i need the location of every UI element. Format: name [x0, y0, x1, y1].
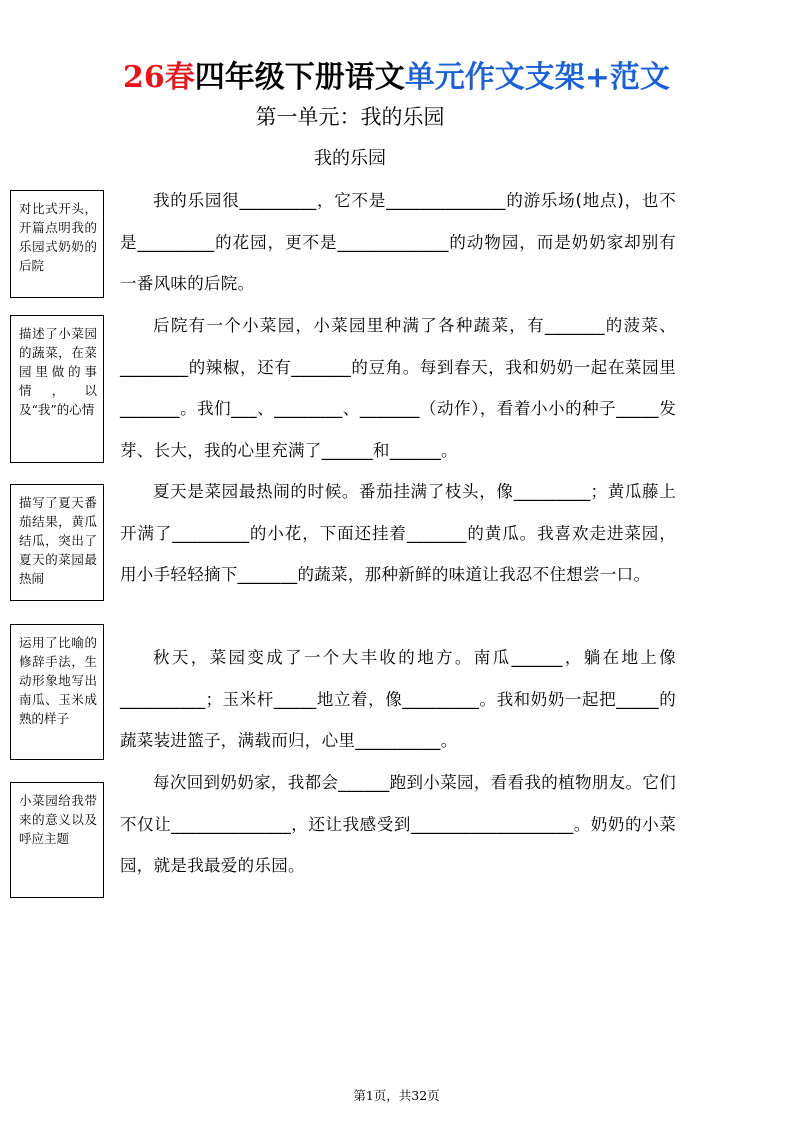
annotation-box-5: 小菜园给我带来的意义以及呼应主题 — [10, 782, 104, 898]
title-part-red: 26春 — [123, 60, 195, 95]
paragraph-3: 夏天是菜园最热闹的时候。番茄挂满了枝头，像_________；黄瓜藤上开满了_________的小花，下面还挂着_______的黄瓜。我喜欢走进菜园，用小手轻轻摘下_______的蔬菜，那种新鲜的味道让我忍不住想尝一口。 — [120, 482, 676, 584]
annotation-box-2: 描述了小菜园的蔬菜，在菜园里做的事情，以及“我”的心情 — [10, 315, 104, 463]
essay-title: 我的乐园 — [314, 148, 386, 169]
paragraph-1: 我的乐园很_________，它不是______________的游乐场(地点)，也不是_________的花园，更不是_____________的动物园，而是奶奶家却别有一番风味的后院。 — [120, 191, 676, 293]
page-footer: 第1页，共32页 — [353, 1088, 440, 1103]
paragraph-5: 每次回到奶奶家，我都会______跑到小菜园，看看我的植物朋友。它们不仅让______________，还让我感受到___________________。奶奶的小菜园，就是我最爱的乐园。 — [120, 773, 676, 875]
annotation-box-1: 对比式开头，开篇点明我的乐园式奶奶的后院 — [10, 190, 104, 298]
title-part-blue: 单元作文支架+范文 — [404, 60, 670, 95]
title-part-black: 四年级下册语文 — [194, 60, 405, 95]
paragraph-4: 秋天，菜园变成了一个大丰收的地方。南瓜______，躺在地上像__________；玉米杆_____地立着，像_________。我和奶奶一起把_____的蔬菜装进篮子，满载而归，心里__________。 — [120, 648, 676, 750]
annotation-box-4: 运用了比喻的修辞手法，生动形象地写出南瓜、玉米成熟的样子 — [10, 624, 104, 760]
annotation-box-3: 描写了夏天番茄结果，黄瓜结瓜，突出了夏天的菜园最热闹 — [10, 484, 104, 601]
unit-title: 第一单元：我的乐园 — [255, 105, 445, 129]
document-title — [0, 58, 793, 98]
paragraph-2: 后院有一个小菜园，小菜园里种满了各种蔬菜，有_______的菠菜、________的辣椒，还有_______的豆角。每到春天，我和奶奶一起在菜园里_______。我们___、________、_______（动作），看着小小的种子_____发芽、长大，我的心里充满了______和______。 — [120, 316, 676, 460]
